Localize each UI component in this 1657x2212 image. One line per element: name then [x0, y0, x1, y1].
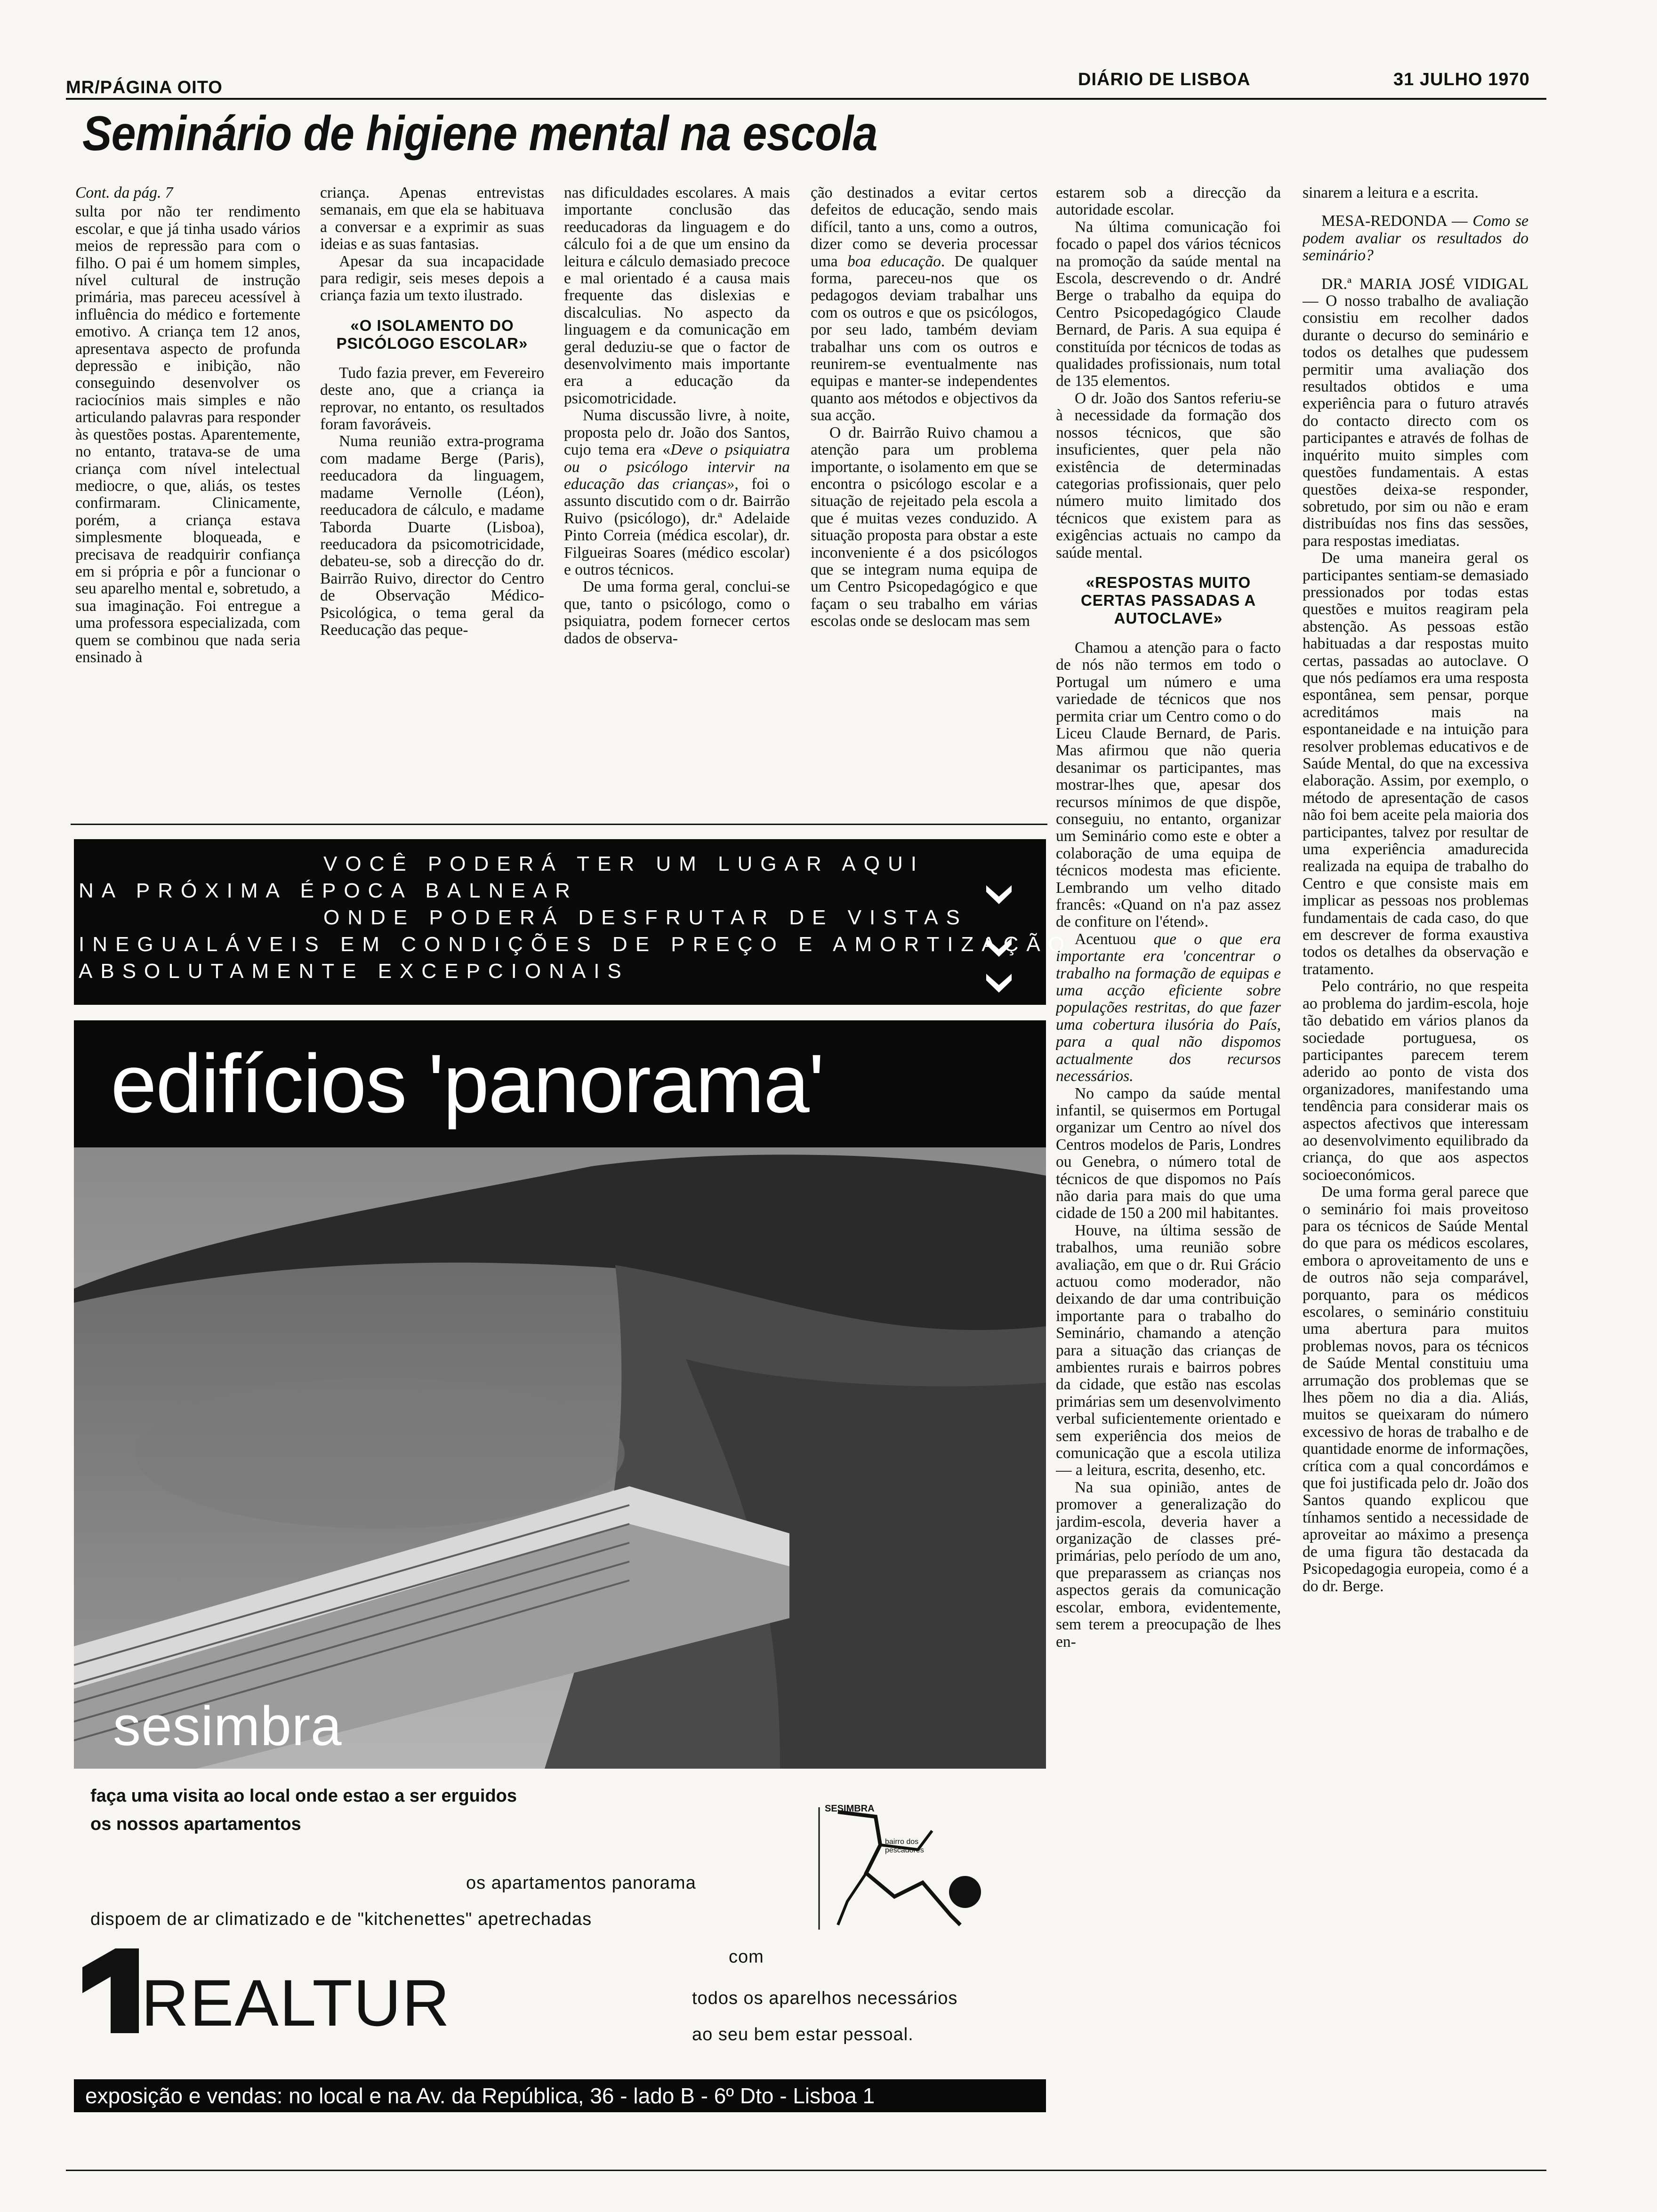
paragraph: Chamou a atenção para o facto de nós não termos em todo o Portugal um número e uma variedade de técnicos que nos permita criar um Centro como o do Liceu Claude Bernard, de Paris. Mas afirmou que não queria desanimar os participantes, mas mostrar-lhes que, apesar dos recursos mínimos de que dispõe, conseguiu, no entanto, organizar um Seminário como este e obter a colaboração de uma equipa de técnicos modesta mas eficiente. Lembrando um velho ditado francês: «Quand on n'a paz assez de confiture on l'étend».: [1056, 639, 1281, 931]
paragraph: nas dificuldades escolares. A mais importante conclusão das reeducadoras da linguagem e do cálculo foi a de que um ensino da leitura e cálculo demasiado precoce e mal orientado é a causa mais frequente das dislexias e discalculias. No aspecto da linguagem e da comunicação em geral deduziu-se que o factor de desenvolvimento mais importante era a educação da psicomotricidade.: [564, 184, 790, 407]
banner-line: NA PRÓXIMA ÉPOCA BALNEAR: [79, 879, 578, 902]
paragraph: Pelo contrário, no que respeita ao problema do jardim-escola, hoje tão debatido em vários planos da sociedade portuguesa, os participantes parecem terem aderido ao ponto de vista dos organizadores, manifestando uma tendência para considerar mais os aspectos afectivos que interessam ao desenvolvimento equilibrado da criança, do que aos aspectos socioeconómicos.: [1303, 978, 1528, 1184]
paragraph: [1303, 213, 1528, 264]
brand-name: REALTUR: [141, 1966, 451, 2040]
feature-line: dispoem de ar climatizado e de "kitchenettes" apetrechadas: [90, 1909, 592, 1929]
article-column-4: [811, 184, 1038, 817]
chevron-down-icon: [985, 972, 1013, 994]
chevron-down-icon: [985, 883, 1013, 905]
header-rule: [66, 98, 1546, 100]
article-column-3: [564, 184, 790, 817]
text-run: . De qualquer forma, pareceu-nos que os pedagogos deviam trabalhar uns com os outros e que os psicólogos, por seu lado, também deviam trabalhar uns com os outros e reunirem-se eventualmente nas equipas e manter-se independentes quanto aos métodos e objectivos da sua acção.: [811, 252, 1038, 425]
subheading-respostas: «RESPOSTAS MUITO CERTAS PASSADAS A AUTOCLAVE»: [1080, 573, 1256, 627]
map-label: SESIMBRA: [825, 1803, 875, 1814]
chevron-down-icon: [985, 936, 1013, 958]
continuation-note: Cont. da pág. 7: [75, 184, 173, 201]
page-label: MR/PÁGINA OITO: [66, 78, 223, 97]
bottom-rule: [66, 2170, 1546, 2171]
article-column-2: [320, 184, 544, 817]
text-run-italic: Como se podem avaliar os resultados do seminário?: [1303, 212, 1528, 264]
text-run: , foi o assunto discutido com o dr. Bairrão Ruivo (psicólogo), dr.ª Adelaide Pinto Correia (médica escolar), dr. Filgueiras Soares (médico escolar) e outros técnicos.: [564, 475, 790, 578]
paragraph: O dr. João dos Santos referiu-se à necessidade da formação dos nossos técnicos, que são insuficientes, quer pela não existência de determinadas categorias profissionais, quer pelo número muito limitado dos técnicos que existem para as exigências actuais no campo da saúde mental.: [1056, 389, 1281, 561]
ad-title: edifícios 'panorama': [74, 1020, 1046, 1147]
ad-separator: [71, 824, 1047, 825]
issue-date: 31 JULHO 1970: [1393, 70, 1530, 89]
ad-photo-sesimbra: [74, 1147, 1046, 1769]
banner-line: INEGUALÁVEIS EM CONDIÇÕES DE PREÇO E AMORTIZAÇÃO: [79, 933, 1072, 956]
feature-line: com: [729, 1947, 764, 1967]
text-run: MESA-REDONDA —: [1321, 212, 1473, 230]
paragraph: DR.ª MARIA JOSÉ VIDIGAL — O nosso trabalho de avaliação consistiu em recolher dados durante o decurso do seminário e todos os detalhes que pudessem permitir uma avaliação dos resultados obtidos e uma experiência para o futuro através do contacto directo com os participantes e através de folhas de inquérito muito simples com questões fundamentais. A estas questões deixa-se responder, sobretudo, por sim ou não e eram distribuídas nos fins das sessões, para respostas imediatas.: [1303, 275, 1528, 550]
location-map: [810, 1803, 989, 1934]
article-column-6: [1303, 184, 1528, 2131]
paragraph: Na última comunicação foi focado o papel dos vários técnicos na promoção da saúde mental na Escola, descrevendo o dr. André Berge o trabalho da equipa do Centro Psicopedagógico Claude Bernard, de Paris. A sua equipa é constituída por técnicos de todas as qualidades profissionais, num total de 135 elementos.: [1056, 218, 1281, 390]
paragraph: Apesar da sua incapacidade para redigir, seis meses depois a criança fazia um texto ilustrado.: [320, 252, 544, 305]
coast-illustration: [74, 1147, 1046, 1769]
banner-line: VOCÊ PODERÁ TER UM LUGAR AQUI: [323, 852, 925, 875]
text-run: Acentuou: [1075, 930, 1154, 948]
article-headline: Seminário de higiene mental na escola: [82, 106, 877, 161]
paragraph: estarem sob a direcção da autoridade escolar.: [1056, 184, 1281, 219]
paragraph: [564, 407, 790, 578]
realtur-logo-icon: [82, 1948, 139, 2033]
text-run-italic: Deve o psiquiatra ou o psicólogo intervir na educação das crianças»: [564, 441, 790, 493]
paragraph: De uma forma geral, conclui-se que, tanto o psicólogo, como o psiquiatra, podem fornecer certos dados de observa-: [564, 578, 790, 647]
paragraph: Numa reunião extra-programa com madame Berge (Paris), reeducadora da linguagem, madame Vernolle (Léon), reeducadora de cálculo, e madame Taborda Duarte (Lisboa), reeducadora da psicomotricidade, debateu-se, sob a direcção do dr. Bairrão Ruivo, director do Centro de Observação Médico-Psicológica, o tema geral da Reeducação das peque-: [320, 433, 544, 639]
banner-line: ABSOLUTAMENTE EXCEPCIONAIS: [79, 960, 629, 983]
text-run: Numa discussão livre, à noite, proposta pelo dr. João dos Santos, cujo tema era «: [564, 407, 790, 459]
visit-line: os nossos apartamentos: [90, 1814, 301, 1834]
ad-footer: exposição e vendas: no local e na Av. da República, 36 - lado B - 6º Dto - Lisboa 1: [74, 2079, 1046, 2112]
paragraph: Houve, na última sessão de trabalhos, uma reunião sobre avaliação, em que o dr. Rui Grácio actuou como moderador, não deixando de dar uma contribuição importante para o trabalho do Seminário, chamando a atenção para a situação das crianças de ambientes rurais e bairros pobres da cidade, que estão nas escolas primárias sem um desenvolvimento verbal suficientemente orientado e sem experiência dos meios de comunicação que a escola utiliza — a leitura, escrita, desenho, etc.: [1056, 1221, 1281, 1479]
subheading-isolamento: «O ISOLAMENTO DO PSICÓLOGO ESCOLAR»: [336, 316, 528, 352]
paragraph: sinarem a leitura e a escrita.: [1303, 184, 1479, 201]
feature-line: os apartamentos panorama: [466, 1873, 696, 1893]
article-column-5: [1056, 184, 1281, 2131]
ad-banner: [74, 839, 1072, 1005]
text-run-italic: boa educação: [847, 252, 941, 270]
text-run-italic: que o que era importante era 'concentrar o trabalho na formação de equipas e uma acção eficiente sobre populações restritas, do que fazer uma cobertura ilusória do País, para a qual não dispomos actualmente dos recursos necessários.: [1056, 930, 1281, 1085]
visit-line: faça uma visita ao local onde estao a ser erguidos: [90, 1786, 517, 1806]
map-label: bairro dos pescadores: [885, 1838, 924, 1854]
feature-line: ao seu bem estar pessoal.: [692, 2025, 914, 2044]
article-column-1: [75, 184, 300, 817]
paragraph: De uma forma geral parece que o seminário foi mais proveitoso para os técnicos de Saúde Mental do que para os médicos escolares, embora o aproveitamento de uns e de outros não seja comparável, porquanto, para os médicos escolares, o seminário constituiu uma abertura para muitos problemas novos, para os técnicos de Saúde Mental constituiu uma arrumação dos problemas que se lhes põem no dia a dia. Aliás, muitos se queixaram do número excessivo de horas de trabalho e de quantidade enorme de informações, crítica com a qual concordámos e que foi justificada pelo dr. João dos Santos quando explicou que tínhamos sentido a necessidade de aproveitar ao máximo a presença de uma figura tão destacada da Psicopedagogia europeia, como é a do dr. Berge.: [1303, 1183, 1528, 1595]
paragraph: Tudo fazia prever, em Fevereiro deste ano, que a criança ia reprovar, no entanto, os resultados foram favoráveis.: [320, 364, 544, 433]
newspaper-name: DIÁRIO DE LISBOA: [1078, 70, 1251, 89]
text-run: ção destinados a evitar certos defeitos de educação, sendo mais difícil, tanto a uns, como a outros, dizer como se deveria processar uma: [811, 184, 1038, 270]
paragraph: De uma maneira geral os participantes sentiam-se demasiado pressionados por todas estas questões e muitos reagiram pela abstenção. As pessoas estão habituadas a dar respostas muito certas, passadas ao autoclave. O que nós pedíamos era uma resposta espontânea, sem pensar, porque acreditámos mais na espontaneidade e na intuição para resolver problemas educativos e de Saúde Mental, do que na excessiva elaboração. Assim, por exemplo, o método de apresentação de casos não foi bem aceite pela maioria dos participantes, talvez por resultar de uma experiência amadurecida realizada na equipa de trabalho do Centro e que consiste mais em implicar as pessoas nos problemas fundamentais de cada caso, do que em descrever de forma exaustiva todos os detalhes da observação e tratamento.: [1303, 549, 1528, 978]
paragraph: criança. Apenas entrevistas semanais, em que ela se habituava a conversar e a exprimir as suas ideias e as suas fantasias.: [320, 184, 544, 253]
paragraph: sulta por não ter rendimento escolar, e que já tinha usado vários meios de repressão para com o filho. O pai é um homem simples, nível cultural de instrução primária, mas pareceu acessível à influência do médico e fortemente emotivo. A criança tem 12 anos, apresentava aspecto de profunda depressão e inibição, não conseguindo desenvolver os raciocínios mais simples e não articulando palavras para responder às questões postas. Aparentemente, no entanto, tratava-se de uma criança com nível intelectual mediocre, o que, aliás, os testes confirmaram. Clinicamente, porém, a criança estava simplesmente bloqueada, e precisava de readquirir confiança em si própria e pôr a funcionar o seu aparelho mental e, sobretudo, a sua imaginação. Foi entregue a uma professora especializada, com quem se combinou que nada seria ensinado à: [75, 203, 300, 666]
feature-line: todos os aparelhos necessários: [692, 1988, 958, 2008]
paragraph: No campo da saúde mental infantil, se quisermos em Portugal organizar um Centro ao nível dos Centros modelos de Paris, Londres ou Genebra, o número total de técnicos de que dispomos no País não daria para mais do que uma cidade de 150 a 200 mil habitantes.: [1056, 1084, 1281, 1222]
banner-line: ONDE PODERÁ DESFRUTAR DE VISTAS: [323, 906, 968, 929]
paragraph: Na sua opinião, antes de promover a generalização do jardim-escola, deveria haver a organização de classes pré-primárias, pelo período de um ano, que preparassem as crianças nos aspectos gerais da comunicação escolar, embora, evidentemente, sem terem a preocupação de lhes en-: [1056, 1478, 1281, 1651]
ad-place-name: sesimbra: [113, 1695, 342, 1757]
paragraph: O dr. Bairrão Ruivo chamou a atenção para um problema importante, o isolamento em que se encontra o psicólogo escolar e a situação de rejeitado pela escola a que é muitas vezes conduzido. A situação proposta para obstar a este inconveniente é a dos psicólogos que se integram numa equipa de um Centro Psicopedagógico e que façam o seu trabalho em várias escolas onde se deslocam mas sem: [811, 424, 1038, 630]
paragraph: [811, 184, 1038, 425]
paragraph: [1056, 931, 1281, 1085]
